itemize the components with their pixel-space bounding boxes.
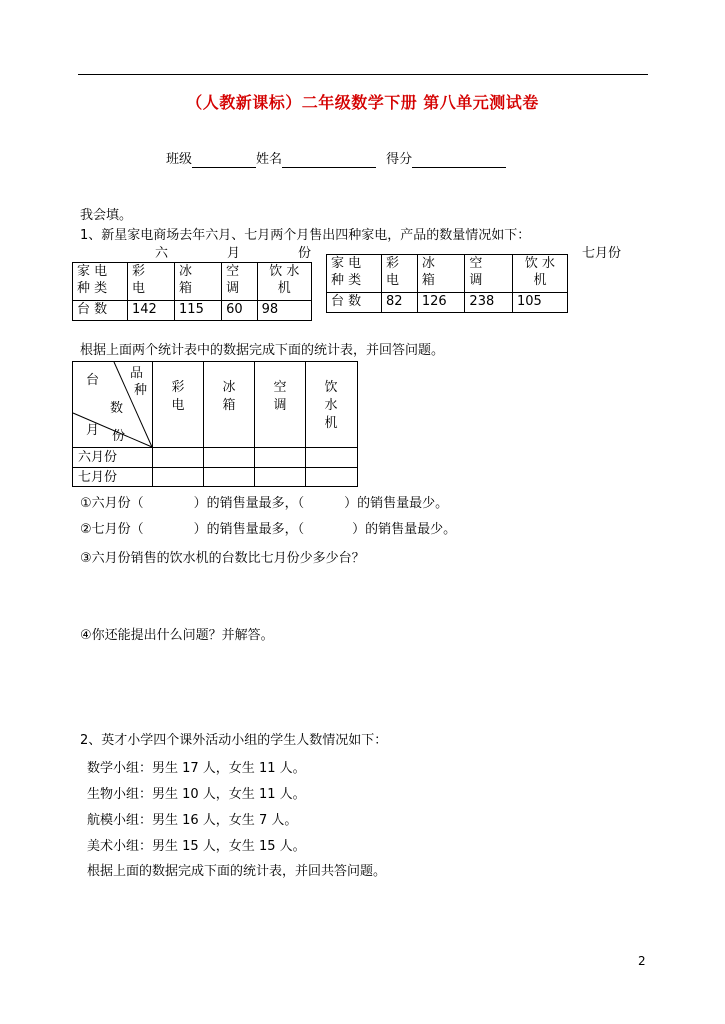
sub-question-4: ④你还能提出什么问题？并解答。 — [80, 628, 274, 643]
name-field[interactable] — [282, 153, 376, 168]
group-line: 生物小组：男生 10 人，女生 11 人。 — [87, 787, 306, 802]
stat-column-header: 饮 水 机 — [324, 380, 338, 431]
score-label: 得分 — [386, 152, 413, 167]
stat-cell[interactable] — [256, 469, 304, 486]
student-info — [166, 152, 506, 168]
class-label: 班级 — [166, 152, 193, 167]
sub-question-3: ③六月份销售的饮水机的台数比七月份少多少台？ — [80, 551, 365, 566]
column-cell: 彩 电 — [128, 263, 175, 301]
group-line: 美术小组：男生 15 人，女生 15 人。 — [87, 839, 306, 854]
value-cell: 126 — [417, 293, 465, 313]
corner-label: 月 — [86, 423, 100, 438]
score-field[interactable] — [412, 153, 506, 168]
q1-instruction: 根据上面两个统计表中的数据完成下面的统计表，并回答问题。 — [80, 343, 445, 358]
june-table — [72, 262, 312, 321]
stat-row-label: 七月份 — [78, 470, 118, 485]
value-cell: 115 — [175, 301, 222, 321]
stat-column-header: 空 调 — [273, 380, 287, 413]
column-cell: 彩 电 — [382, 255, 418, 293]
value-cell: 98 — [257, 301, 311, 321]
column-cell: 空 调 — [465, 255, 513, 293]
stat-column-header: 彩 电 — [171, 380, 185, 413]
row-label: 台 数 — [327, 293, 382, 313]
group-line: 数学小组：男生 17 人，女生 11 人。 — [87, 761, 306, 776]
page-title: （人教新课标）二年级数学下册 第八单元测试卷 — [186, 93, 539, 112]
corner-label: 份 — [112, 429, 126, 444]
q2-intro: 2、英才小学四个课外活动小组的学生人数情况如下： — [80, 733, 388, 748]
row-label: 台 数 — [73, 301, 128, 321]
section-heading: 我会填。 — [80, 208, 133, 223]
stat-column-header: 冰 箱 — [222, 380, 236, 413]
page-number: 2 — [638, 954, 646, 968]
stat-cell[interactable] — [205, 449, 253, 466]
corner-label: 数 — [110, 401, 124, 416]
stat-cell[interactable] — [256, 449, 304, 466]
july-table — [326, 254, 568, 313]
corner-label: 种 — [134, 383, 148, 398]
column-cell: 饮 水 机 — [257, 263, 311, 301]
july-caption: 七月份 — [582, 246, 622, 261]
value-cell: 105 — [512, 293, 567, 313]
column-cell: 冰 箱 — [175, 263, 222, 301]
column-cell: 饮 水 机 — [512, 255, 567, 293]
value-cell: 142 — [128, 301, 175, 321]
stat-table — [72, 361, 358, 487]
stat-cell[interactable] — [307, 449, 355, 466]
stat-cell[interactable] — [154, 449, 202, 466]
header-cell: 家 电 种 类 — [73, 263, 128, 301]
value-cell: 238 — [465, 293, 513, 313]
name-label: 姓名 — [256, 152, 283, 167]
corner-label: 台 — [86, 373, 100, 388]
stat-cell[interactable] — [307, 469, 355, 486]
corner-label: 品 — [130, 366, 144, 381]
stat-cell[interactable] — [205, 469, 253, 486]
stat-cell[interactable] — [154, 469, 202, 486]
value-cell: 82 — [382, 293, 418, 313]
value-cell: 60 — [222, 301, 258, 321]
q2-instruction: 根据上面的数据完成下面的统计表，并回共答问题。 — [87, 864, 387, 879]
header-cell: 家 电 种 类 — [327, 255, 382, 293]
column-cell: 冰 箱 — [417, 255, 465, 293]
q1-intro: 1、新星家电商场去年六月、七月两个月售出四种家电，产品的数量情况如下： — [80, 228, 531, 243]
sub-question-2: ②七月份（ ）的销售量最多，（ ）的销售量最少。 — [80, 522, 457, 537]
stat-row-label: 六月份 — [78, 450, 118, 465]
column-cell: 空 调 — [222, 263, 258, 301]
header-rule — [78, 74, 648, 75]
sub-question-1: ①六月份（ ）的销售量最多，（ ）的销售量最少。 — [80, 496, 449, 511]
group-line: 航模小组：男生 16 人，女生 7 人。 — [87, 813, 298, 828]
class-field[interactable] — [192, 153, 256, 168]
